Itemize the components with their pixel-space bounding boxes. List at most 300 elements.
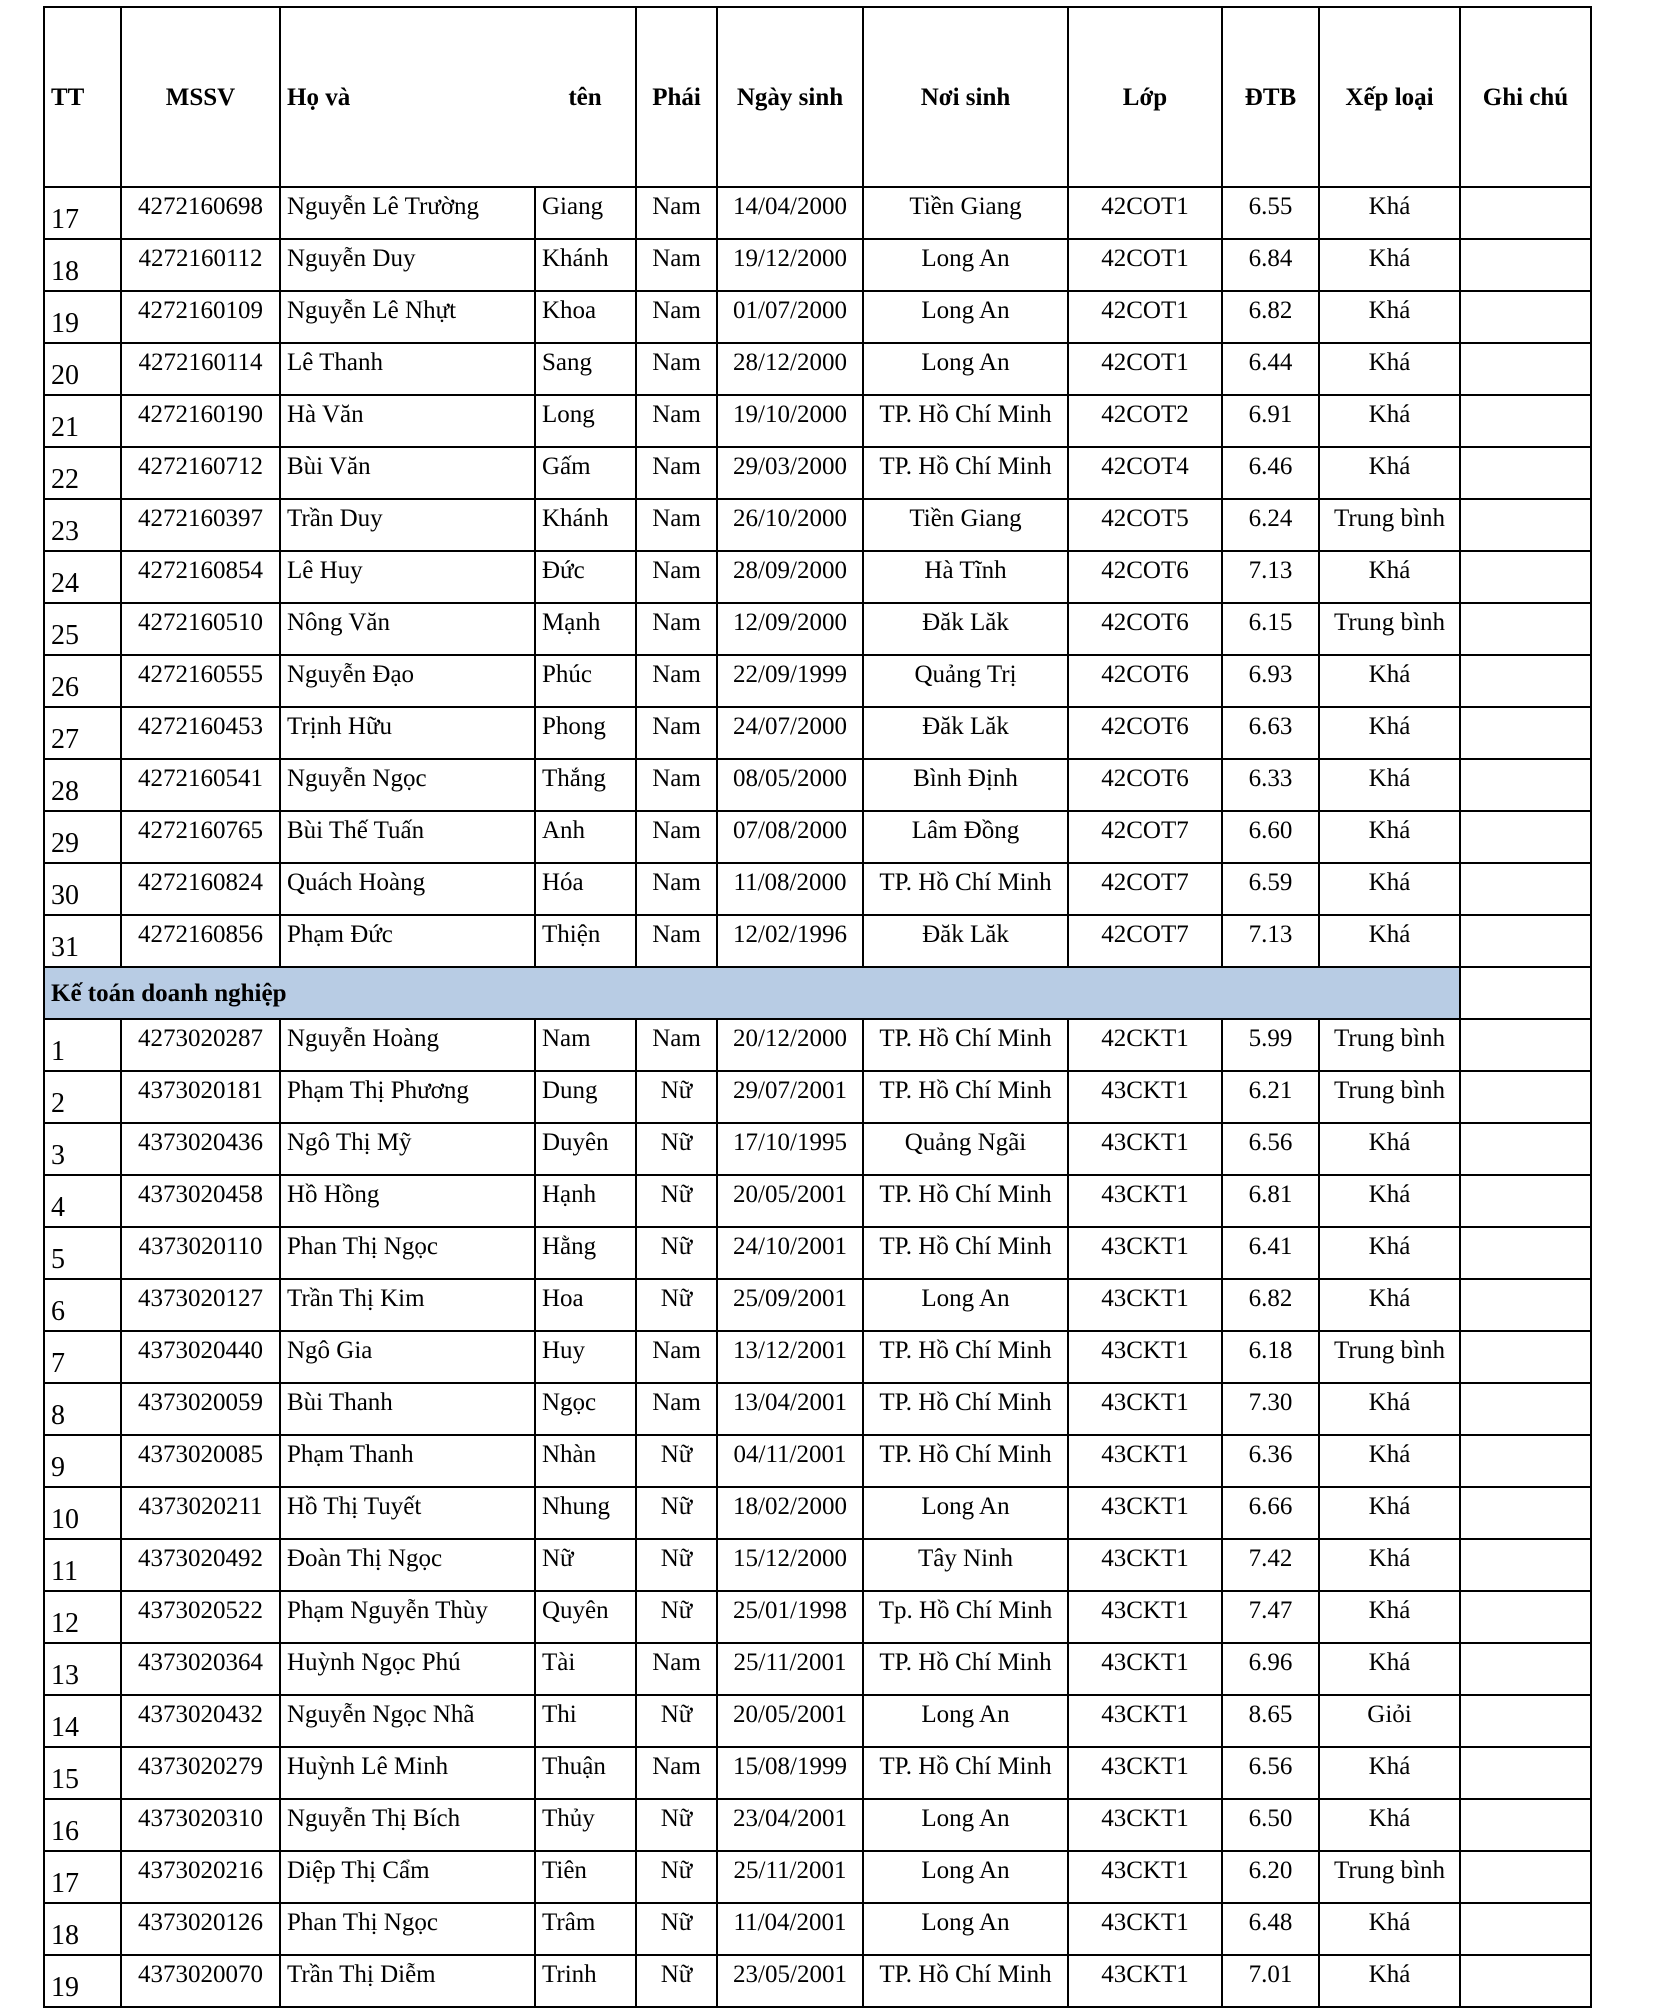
- cell-noi-sinh: TP. Hồ Chí Minh: [863, 1175, 1068, 1227]
- cell-ngay-sinh: 25/11/2001: [717, 1851, 863, 1903]
- header-ghi-chu: Ghi chú: [1460, 7, 1591, 187]
- cell-dtb: 7.13: [1222, 915, 1319, 967]
- cell-tt: 18: [44, 1903, 121, 1955]
- cell-ghi-chu: [1460, 291, 1591, 343]
- cell-phai: Nữ: [636, 1539, 717, 1591]
- cell-ngay-sinh: 25/09/2001: [717, 1279, 863, 1331]
- cell-xep-loai: Khá: [1319, 447, 1460, 499]
- cell-ghi-chu: [1460, 239, 1591, 291]
- cell-ngay-sinh: 08/05/2000: [717, 759, 863, 811]
- cell-noi-sinh: Lâm Đồng: [863, 811, 1068, 863]
- cell-ghi-chu: [1460, 655, 1591, 707]
- cell-ho-va: Nguyễn Đạo: [280, 655, 535, 707]
- cell-noi-sinh: TP. Hồ Chí Minh: [863, 1019, 1068, 1071]
- cell-mssv: 4373020059: [121, 1383, 280, 1435]
- cell-ngay-sinh: 20/05/2001: [717, 1175, 863, 1227]
- cell-xep-loai: Giỏi: [1319, 1695, 1460, 1747]
- cell-xep-loai: Khá: [1319, 1903, 1460, 1955]
- cell-noi-sinh: TP. Hồ Chí Minh: [863, 1383, 1068, 1435]
- cell-noi-sinh: TP. Hồ Chí Minh: [863, 1331, 1068, 1383]
- section-ghi-chu-cell: [1460, 967, 1591, 1019]
- cell-ngay-sinh: 20/12/2000: [717, 1019, 863, 1071]
- cell-mssv: 4373020126: [121, 1903, 280, 1955]
- cell-noi-sinh: Long An: [863, 1903, 1068, 1955]
- cell-noi-sinh: TP. Hồ Chí Minh: [863, 1643, 1068, 1695]
- cell-ghi-chu: [1460, 1019, 1591, 1071]
- cell-lop: 42COT6: [1068, 655, 1222, 707]
- group2-body: [44, 1019, 1591, 2007]
- cell-lop: 42COT1: [1068, 291, 1222, 343]
- header-noi-sinh: Nơi sinh: [863, 7, 1068, 187]
- table-row: [44, 1591, 1591, 1643]
- cell-ten: Khánh: [535, 499, 636, 551]
- cell-ho-va: Bùi Thanh: [280, 1383, 535, 1435]
- table-row: [44, 1071, 1591, 1123]
- cell-tt: 8: [44, 1383, 121, 1435]
- cell-xep-loai: Khá: [1319, 1955, 1460, 2007]
- cell-phai: Nam: [636, 707, 717, 759]
- header-ngay-sinh: Ngày sinh: [717, 7, 863, 187]
- cell-mssv: 4373020110: [121, 1227, 280, 1279]
- cell-tt: 4: [44, 1175, 121, 1227]
- cell-ngay-sinh: 18/02/2000: [717, 1487, 863, 1539]
- cell-mssv: 4373020216: [121, 1851, 280, 1903]
- cell-ngay-sinh: 24/07/2000: [717, 707, 863, 759]
- cell-ngay-sinh: 29/07/2001: [717, 1071, 863, 1123]
- cell-lop: 43CKT1: [1068, 1955, 1222, 2007]
- cell-dtb: 6.96: [1222, 1643, 1319, 1695]
- header-phai: Phái: [636, 7, 717, 187]
- cell-ho-va: Trần Duy: [280, 499, 535, 551]
- cell-ho-va: Nông Văn: [280, 603, 535, 655]
- cell-xep-loai: Khá: [1319, 1747, 1460, 1799]
- cell-tt: 17: [44, 1851, 121, 1903]
- cell-tt: 6: [44, 1279, 121, 1331]
- cell-ho-va: Nguyễn Duy: [280, 239, 535, 291]
- cell-ghi-chu: [1460, 915, 1591, 967]
- cell-ho-va: Nguyễn Hoàng: [280, 1019, 535, 1071]
- cell-xep-loai: Khá: [1319, 655, 1460, 707]
- cell-noi-sinh: Tiền Giang: [863, 499, 1068, 551]
- table-row: [44, 1955, 1591, 2007]
- cell-noi-sinh: Long An: [863, 1695, 1068, 1747]
- table-row: [44, 603, 1591, 655]
- cell-ghi-chu: [1460, 1695, 1591, 1747]
- cell-ghi-chu: [1460, 1747, 1591, 1799]
- cell-mssv: 4272160109: [121, 291, 280, 343]
- cell-ngay-sinh: 15/12/2000: [717, 1539, 863, 1591]
- cell-xep-loai: Khá: [1319, 915, 1460, 967]
- cell-ngay-sinh: 28/09/2000: [717, 551, 863, 603]
- table-row: [44, 1435, 1591, 1487]
- cell-ho-va: Bùi Thế Tuấn: [280, 811, 535, 863]
- cell-ghi-chu: [1460, 1435, 1591, 1487]
- cell-tt: 21: [44, 395, 121, 447]
- cell-ten: Nữ: [535, 1539, 636, 1591]
- cell-xep-loai: Khá: [1319, 1123, 1460, 1175]
- cell-dtb: 6.84: [1222, 239, 1319, 291]
- cell-dtb: 6.50: [1222, 1799, 1319, 1851]
- cell-dtb: 6.60: [1222, 811, 1319, 863]
- header-mssv: MSSV: [121, 7, 280, 187]
- cell-tt: 7: [44, 1331, 121, 1383]
- cell-ten: Khánh: [535, 239, 636, 291]
- cell-mssv: 4272160114: [121, 343, 280, 395]
- cell-lop: 42COT6: [1068, 551, 1222, 603]
- cell-lop: 43CKT1: [1068, 1539, 1222, 1591]
- table-row: [44, 343, 1591, 395]
- table-row: [44, 1539, 1591, 1591]
- cell-ghi-chu: [1460, 707, 1591, 759]
- cell-dtb: 7.01: [1222, 1955, 1319, 2007]
- cell-lop: 43CKT1: [1068, 1175, 1222, 1227]
- cell-noi-sinh: Tây Ninh: [863, 1539, 1068, 1591]
- cell-tt: 28: [44, 759, 121, 811]
- table-row: [44, 811, 1591, 863]
- cell-ghi-chu: [1460, 1279, 1591, 1331]
- cell-lop: 42CKT1: [1068, 1019, 1222, 1071]
- cell-noi-sinh: TP. Hồ Chí Minh: [863, 863, 1068, 915]
- cell-phai: Nam: [636, 447, 717, 499]
- cell-noi-sinh: Hà Tĩnh: [863, 551, 1068, 603]
- table-row: [44, 395, 1591, 447]
- cell-lop: 42COT4: [1068, 447, 1222, 499]
- cell-lop: 43CKT1: [1068, 1591, 1222, 1643]
- cell-ten: Thắng: [535, 759, 636, 811]
- cell-ghi-chu: [1460, 1123, 1591, 1175]
- cell-mssv: 4272160112: [121, 239, 280, 291]
- cell-dtb: 7.30: [1222, 1383, 1319, 1435]
- cell-mssv: 4272160854: [121, 551, 280, 603]
- group1-body: [44, 187, 1591, 967]
- cell-lop: 42COT7: [1068, 811, 1222, 863]
- cell-phai: Nữ: [636, 1227, 717, 1279]
- cell-ngay-sinh: 17/10/1995: [717, 1123, 863, 1175]
- cell-ten: Thủy: [535, 1799, 636, 1851]
- cell-ho-va: Đoàn Thị Ngọc: [280, 1539, 535, 1591]
- cell-ngay-sinh: 12/02/1996: [717, 915, 863, 967]
- cell-noi-sinh: Đăk Lăk: [863, 707, 1068, 759]
- table-row: [44, 1643, 1591, 1695]
- cell-ghi-chu: [1460, 395, 1591, 447]
- table-row: [44, 1695, 1591, 1747]
- table-row: [44, 291, 1591, 343]
- cell-lop: 43CKT1: [1068, 1331, 1222, 1383]
- cell-ten: Thiện: [535, 915, 636, 967]
- table-row: [44, 1227, 1591, 1279]
- cell-tt: 9: [44, 1435, 121, 1487]
- cell-noi-sinh: TP. Hồ Chí Minh: [863, 1071, 1068, 1123]
- cell-noi-sinh: TP. Hồ Chí Minh: [863, 1227, 1068, 1279]
- cell-ghi-chu: [1460, 447, 1591, 499]
- cell-noi-sinh: Quảng Trị: [863, 655, 1068, 707]
- cell-xep-loai: Khá: [1319, 759, 1460, 811]
- cell-phai: Nam: [636, 1019, 717, 1071]
- table-row: [44, 655, 1591, 707]
- table-row: [44, 863, 1591, 915]
- cell-tt: 15: [44, 1747, 121, 1799]
- cell-ho-va: Diệp Thị Cẩm: [280, 1851, 535, 1903]
- cell-ten: Hằng: [535, 1227, 636, 1279]
- header-lop: Lớp: [1068, 7, 1222, 187]
- cell-xep-loai: Khá: [1319, 1383, 1460, 1435]
- cell-dtb: 6.81: [1222, 1175, 1319, 1227]
- cell-ngay-sinh: 07/08/2000: [717, 811, 863, 863]
- cell-mssv: 4272160555: [121, 655, 280, 707]
- cell-lop: 43CKT1: [1068, 1123, 1222, 1175]
- cell-phai: Nam: [636, 655, 717, 707]
- cell-phai: Nữ: [636, 1695, 717, 1747]
- table-row: [44, 551, 1591, 603]
- cell-noi-sinh: Đăk Lăk: [863, 603, 1068, 655]
- cell-tt: 1: [44, 1019, 121, 1071]
- cell-xep-loai: Khá: [1319, 811, 1460, 863]
- cell-ngay-sinh: 11/04/2001: [717, 1903, 863, 1955]
- cell-lop: 43CKT1: [1068, 1383, 1222, 1435]
- cell-ten: Sang: [535, 343, 636, 395]
- cell-ho-va: Hồ Hồng: [280, 1175, 535, 1227]
- cell-phai: Nam: [636, 915, 717, 967]
- cell-dtb: 6.33: [1222, 759, 1319, 811]
- cell-noi-sinh: TP. Hồ Chí Minh: [863, 1955, 1068, 2007]
- cell-ngay-sinh: 19/10/2000: [717, 395, 863, 447]
- cell-ten: Mạnh: [535, 603, 636, 655]
- cell-ten: Phúc: [535, 655, 636, 707]
- cell-ten: Hóa: [535, 863, 636, 915]
- cell-ghi-chu: [1460, 1331, 1591, 1383]
- cell-ten: Thi: [535, 1695, 636, 1747]
- cell-lop: 42COT1: [1068, 187, 1222, 239]
- cell-dtb: 6.24: [1222, 499, 1319, 551]
- cell-ghi-chu: [1460, 1175, 1591, 1227]
- cell-ho-va: Huỳnh Ngọc Phú: [280, 1643, 535, 1695]
- cell-ghi-chu: [1460, 1643, 1591, 1695]
- cell-mssv: 4272160510: [121, 603, 280, 655]
- cell-ten: Trinh: [535, 1955, 636, 2007]
- cell-phai: Nam: [636, 759, 717, 811]
- cell-lop: 42COT7: [1068, 863, 1222, 915]
- cell-mssv: 4373020211: [121, 1487, 280, 1539]
- cell-xep-loai: Khá: [1319, 1175, 1460, 1227]
- cell-ten: Tài: [535, 1643, 636, 1695]
- cell-ten: Giang: [535, 187, 636, 239]
- cell-xep-loai: Khá: [1319, 1539, 1460, 1591]
- cell-lop: 43CKT1: [1068, 1747, 1222, 1799]
- cell-noi-sinh: TP. Hồ Chí Minh: [863, 447, 1068, 499]
- cell-ho-va: Trần Thị Diễm: [280, 1955, 535, 2007]
- cell-lop: 43CKT1: [1068, 1071, 1222, 1123]
- cell-tt: 20: [44, 343, 121, 395]
- cell-tt: 10: [44, 1487, 121, 1539]
- header-ten: tên: [535, 7, 636, 187]
- table-row: [44, 707, 1591, 759]
- cell-phai: Nam: [636, 551, 717, 603]
- cell-mssv: 4272160712: [121, 447, 280, 499]
- cell-mssv: 4373020458: [121, 1175, 280, 1227]
- cell-ghi-chu: [1460, 759, 1591, 811]
- cell-lop: 42COT7: [1068, 915, 1222, 967]
- cell-xep-loai: Khá: [1319, 1487, 1460, 1539]
- cell-ho-va: Hồ Thị Tuyết: [280, 1487, 535, 1539]
- cell-dtb: 5.99: [1222, 1019, 1319, 1071]
- cell-lop: 43CKT1: [1068, 1279, 1222, 1331]
- cell-ghi-chu: [1460, 1487, 1591, 1539]
- cell-lop: 42COT6: [1068, 603, 1222, 655]
- cell-lop: 43CKT1: [1068, 1799, 1222, 1851]
- table-row: [44, 1903, 1591, 1955]
- cell-phai: Nam: [636, 187, 717, 239]
- cell-tt: 29: [44, 811, 121, 863]
- cell-mssv: 4373020432: [121, 1695, 280, 1747]
- cell-ten: Nhung: [535, 1487, 636, 1539]
- cell-ngay-sinh: 04/11/2001: [717, 1435, 863, 1487]
- cell-phai: Nam: [636, 603, 717, 655]
- cell-mssv: 4373020181: [121, 1071, 280, 1123]
- cell-phai: Nam: [636, 291, 717, 343]
- table-row: [44, 447, 1591, 499]
- cell-ghi-chu: [1460, 1539, 1591, 1591]
- cell-lop: 43CKT1: [1068, 1435, 1222, 1487]
- cell-noi-sinh: Long An: [863, 291, 1068, 343]
- student-results-table: [43, 6, 1592, 2008]
- cell-noi-sinh: Long An: [863, 1851, 1068, 1903]
- table-row: [44, 1331, 1591, 1383]
- cell-phai: Nam: [636, 343, 717, 395]
- cell-lop: 42COT1: [1068, 239, 1222, 291]
- cell-dtb: 6.20: [1222, 1851, 1319, 1903]
- cell-ho-va: Phạm Đức: [280, 915, 535, 967]
- cell-phai: Nam: [636, 811, 717, 863]
- cell-phai: Nam: [636, 499, 717, 551]
- cell-ghi-chu: [1460, 1227, 1591, 1279]
- cell-ten: Long: [535, 395, 636, 447]
- table-row: [44, 759, 1591, 811]
- cell-ghi-chu: [1460, 1071, 1591, 1123]
- cell-phai: Nam: [636, 1643, 717, 1695]
- cell-ho-va: Nguyễn Ngọc Nhã: [280, 1695, 535, 1747]
- cell-noi-sinh: Long An: [863, 239, 1068, 291]
- cell-noi-sinh: Long An: [863, 1279, 1068, 1331]
- cell-ngay-sinh: 25/01/1998: [717, 1591, 863, 1643]
- cell-ten: Khoa: [535, 291, 636, 343]
- cell-mssv: 4373020310: [121, 1799, 280, 1851]
- cell-phai: Nữ: [636, 1591, 717, 1643]
- cell-ten: Hạnh: [535, 1175, 636, 1227]
- cell-tt: 18: [44, 239, 121, 291]
- cell-ho-va: Phạm Nguyễn Thùy: [280, 1591, 535, 1643]
- cell-phai: Nữ: [636, 1903, 717, 1955]
- cell-lop: 42COT6: [1068, 759, 1222, 811]
- cell-xep-loai: Khá: [1319, 1279, 1460, 1331]
- table-row: [44, 1123, 1591, 1175]
- cell-ngay-sinh: 23/05/2001: [717, 1955, 863, 2007]
- cell-xep-loai: Khá: [1319, 291, 1460, 343]
- cell-ho-va: Phan Thị Ngọc: [280, 1903, 535, 1955]
- cell-ten: Đức: [535, 551, 636, 603]
- cell-phai: Nam: [636, 863, 717, 915]
- cell-ngay-sinh: 11/08/2000: [717, 863, 863, 915]
- cell-tt: 19: [44, 291, 121, 343]
- cell-ho-va: Quách Hoàng: [280, 863, 535, 915]
- table-row: [44, 1383, 1591, 1435]
- cell-xep-loai: Khá: [1319, 551, 1460, 603]
- cell-ghi-chu: [1460, 1955, 1591, 2007]
- cell-xep-loai: Khá: [1319, 343, 1460, 395]
- cell-noi-sinh: Long An: [863, 1799, 1068, 1851]
- cell-xep-loai: Khá: [1319, 707, 1460, 759]
- table-row: [44, 1799, 1591, 1851]
- cell-ghi-chu: [1460, 1903, 1591, 1955]
- cell-ho-va: Phạm Thanh: [280, 1435, 535, 1487]
- cell-ghi-chu: [1460, 1383, 1591, 1435]
- cell-xep-loai: Khá: [1319, 1435, 1460, 1487]
- cell-ghi-chu: [1460, 551, 1591, 603]
- cell-ho-va: Phạm Thị Phương: [280, 1071, 535, 1123]
- cell-noi-sinh: Tp. Hồ Chí Minh: [863, 1591, 1068, 1643]
- cell-ho-va: Phan Thị Ngọc: [280, 1227, 535, 1279]
- section-title: Kế toán doanh nghiệp: [44, 967, 1460, 1019]
- cell-ngay-sinh: 14/04/2000: [717, 187, 863, 239]
- cell-noi-sinh: Quảng Ngãi: [863, 1123, 1068, 1175]
- cell-ghi-chu: [1460, 1851, 1591, 1903]
- cell-ho-va: Nguyễn Ngọc: [280, 759, 535, 811]
- cell-ghi-chu: [1460, 1799, 1591, 1851]
- cell-dtb: 6.93: [1222, 655, 1319, 707]
- cell-ho-va: Nguyễn Thị Bích: [280, 1799, 535, 1851]
- cell-tt: 24: [44, 551, 121, 603]
- cell-noi-sinh: Bình Định: [863, 759, 1068, 811]
- cell-xep-loai: Trung bình: [1319, 603, 1460, 655]
- cell-lop: 43CKT1: [1068, 1487, 1222, 1539]
- cell-tt: 5: [44, 1227, 121, 1279]
- cell-ho-va: Ngô Gia: [280, 1331, 535, 1383]
- cell-lop: 42COT5: [1068, 499, 1222, 551]
- cell-dtb: 7.42: [1222, 1539, 1319, 1591]
- cell-ghi-chu: [1460, 187, 1591, 239]
- cell-ngay-sinh: 25/11/2001: [717, 1643, 863, 1695]
- cell-mssv: 4272160765: [121, 811, 280, 863]
- cell-dtb: 6.91: [1222, 395, 1319, 447]
- cell-xep-loai: Trung bình: [1319, 499, 1460, 551]
- cell-dtb: 6.46: [1222, 447, 1319, 499]
- cell-ngay-sinh: 23/04/2001: [717, 1799, 863, 1851]
- cell-xep-loai: Khá: [1319, 1643, 1460, 1695]
- cell-ngay-sinh: 19/12/2000: [717, 239, 863, 291]
- cell-lop: 43CKT1: [1068, 1227, 1222, 1279]
- cell-dtb: 6.59: [1222, 863, 1319, 915]
- cell-mssv: 4373020279: [121, 1747, 280, 1799]
- cell-lop: 43CKT1: [1068, 1851, 1222, 1903]
- cell-ho-va: Huỳnh Lê Minh: [280, 1747, 535, 1799]
- cell-phai: Nữ: [636, 1435, 717, 1487]
- cell-ten: Ngọc: [535, 1383, 636, 1435]
- cell-phai: Nữ: [636, 1955, 717, 2007]
- cell-ghi-chu: [1460, 863, 1591, 915]
- cell-noi-sinh: Đăk Lăk: [863, 915, 1068, 967]
- cell-mssv: 4373020492: [121, 1539, 280, 1591]
- cell-xep-loai: Trung bình: [1319, 1851, 1460, 1903]
- cell-dtb: 6.82: [1222, 1279, 1319, 1331]
- cell-ngay-sinh: 13/04/2001: [717, 1383, 863, 1435]
- cell-dtb: 6.48: [1222, 1903, 1319, 1955]
- cell-phai: Nữ: [636, 1851, 717, 1903]
- cell-ghi-chu: [1460, 603, 1591, 655]
- cell-ho-va: Hà Văn: [280, 395, 535, 447]
- cell-tt: 12: [44, 1591, 121, 1643]
- header-ho-va: Họ và: [280, 7, 535, 187]
- table-row: [44, 1279, 1591, 1331]
- cell-xep-loai: Khá: [1319, 395, 1460, 447]
